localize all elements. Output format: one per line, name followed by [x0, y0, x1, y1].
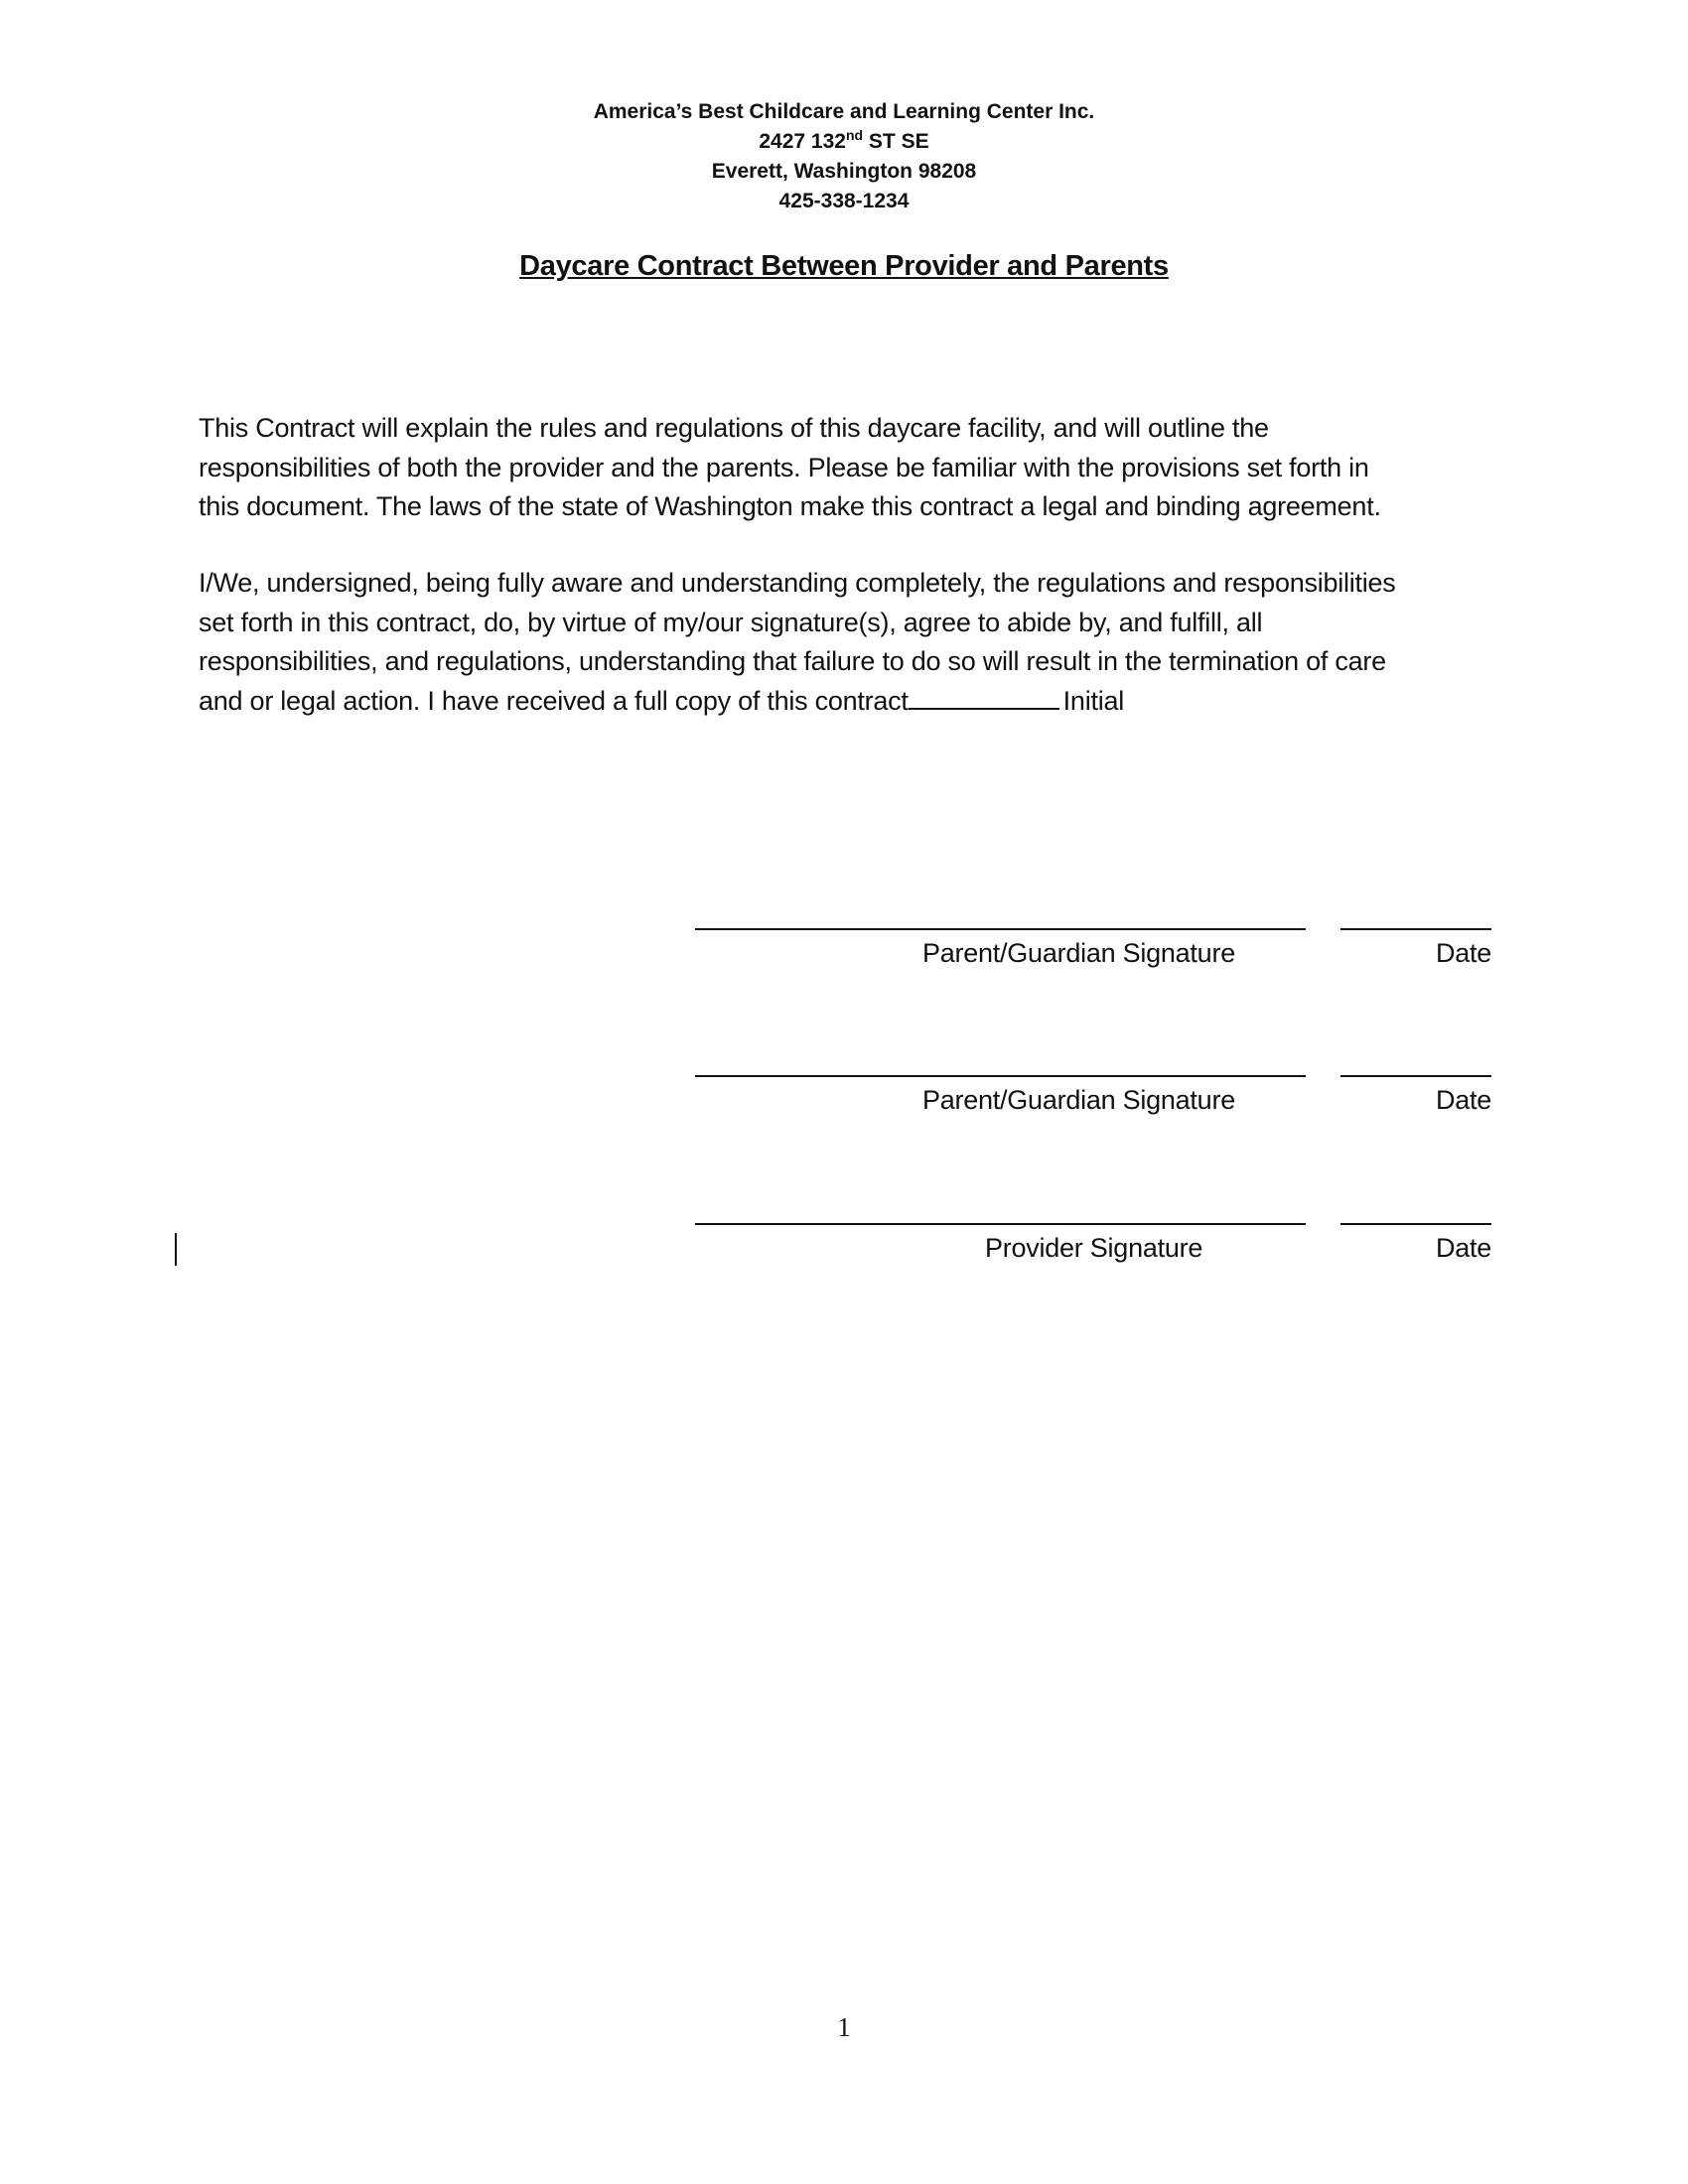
paragraph-line: set forth in this contract, do, by virtue of my/our signature(s), agree to abide by, and fulfill, all [199, 607, 1263, 637]
address-street: ST SE [863, 130, 929, 153]
phone-number: 425-338-1234 [778, 190, 910, 212]
signature-block-parent-1 [695, 928, 1491, 1008]
document-title: Daycare Contract Between Provider and Parents [519, 250, 1169, 282]
receipt-statement: and or legal action. I have received a full copy of this contract [199, 685, 909, 716]
initial-label: Initial [1062, 685, 1124, 716]
date-line[interactable] [1340, 1075, 1491, 1077]
city-state-zip: Everett, Washington 98208 [711, 160, 977, 183]
company-name: America’s Best Childcare and Learning Center Inc. [593, 100, 1095, 123]
letterhead [0, 97, 1688, 216]
address-number: 2427 132 [759, 130, 846, 153]
agreement-paragraph [199, 564, 1509, 721]
date-label: Date [1435, 1233, 1491, 1263]
date-line[interactable] [1340, 928, 1491, 930]
paragraph-line: I/We, undersigned, being fully aware and understanding completely, the regulations and responsibilities [199, 568, 1396, 598]
signature-line[interactable] [695, 928, 1306, 930]
date-label: Date [1435, 1085, 1491, 1115]
signature-label: Parent/Guardian Signature [922, 938, 1235, 968]
intro-paragraph [199, 409, 1509, 527]
date-label: Date [1435, 938, 1491, 968]
paragraph-line: responsibilities of both the provider and the parents. Please be familiar with the provisions set forth in [199, 452, 1369, 482]
paragraph-line: responsibilities, and regulations, understanding that failure to do so will result in the termination of care [199, 646, 1386, 676]
signature-block-parent-2 [695, 1075, 1491, 1155]
date-line[interactable] [1340, 1223, 1491, 1225]
signature-label: Parent/Guardian Signature [922, 1085, 1235, 1115]
signature-line[interactable] [695, 1075, 1306, 1077]
initial-blank-field[interactable] [909, 684, 1059, 710]
street-address [0, 127, 1688, 157]
text-cursor [175, 1233, 177, 1266]
paragraph-line: This Contract will explain the rules and regulations of this daycare facility, and will outline the [199, 413, 1269, 443]
address-ordinal-suffix: nd [845, 127, 864, 143]
paragraph-line [199, 682, 1509, 722]
signature-label: Provider Signature [985, 1233, 1203, 1263]
paragraph-line: this document. The laws of the state of Washington make this contract a legal and binding agreement. [199, 491, 1381, 521]
signature-block-provider [695, 1223, 1491, 1302]
page-number: 1 [837, 2012, 851, 2042]
signature-line[interactable] [695, 1223, 1306, 1225]
